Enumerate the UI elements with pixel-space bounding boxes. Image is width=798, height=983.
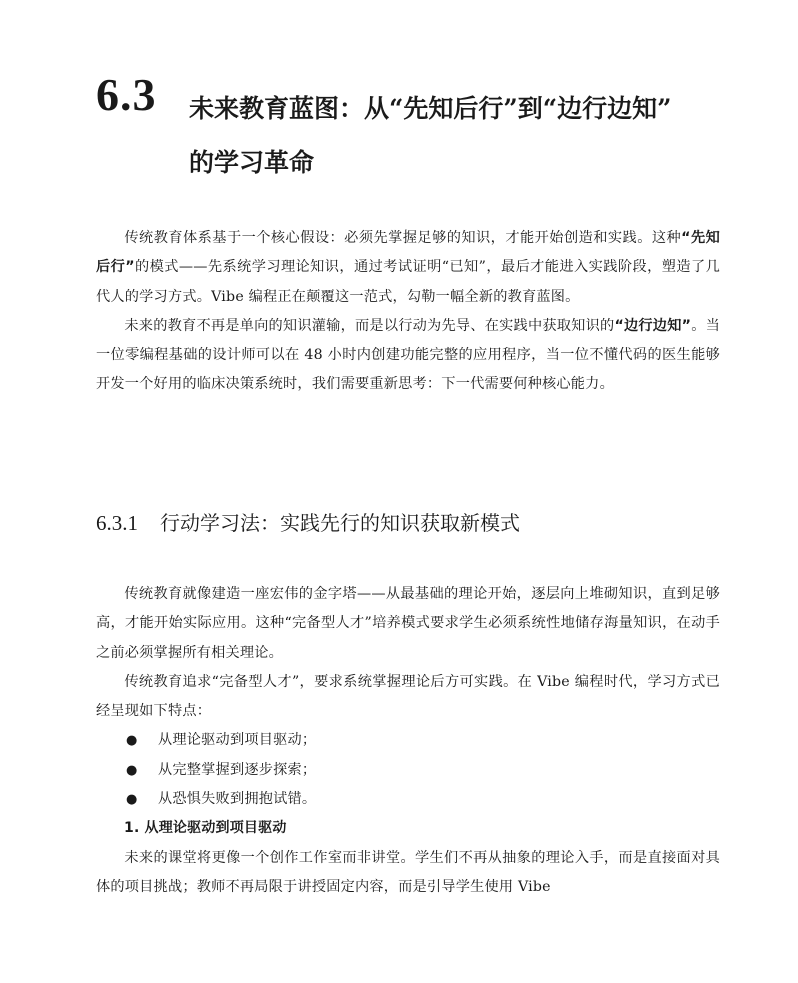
intro-p2-bold: “边行边知”: [614, 317, 692, 334]
content-paragraph-2: 传统教育追求“完备型人才”，要求系统掌握理论后方可实践。在 Vibe 编程时代，学习方式已经呈现如下特点：: [96, 673, 720, 720]
intro-p1-text-b: 的模式——先系统学习理论知识，通过考试证明“已知”，最后才能进入实践阶段，塑造了几代人的学习方式。Vibe 编程正在颠覆这一范式，勾勒一幅全新的教育蓝图。: [96, 259, 720, 305]
subsection-content: [96, 580, 720, 902]
list-item-text: 从恐惧失败到拥抱试错。: [158, 791, 317, 808]
subsection-heading: [96, 506, 520, 540]
bullet-icon: ●: [126, 762, 138, 778]
bullet-icon: ●: [126, 733, 138, 749]
section-title: 未来教育蓝图：从“先知后行”到“边行边知” 的学习革命: [189, 94, 672, 177]
intro-p1-text-a: 传统教育体系基于一个核心假设：必须先掌握足够的知识，才能开始创造和实践。这种: [124, 230, 682, 246]
list-item: [96, 785, 720, 814]
intro-p2-text-a: 未来的教育不再是单向的知识灌输，而是以行动为先导、在实践中获取知识的: [124, 317, 615, 334]
intro-paragraph-2: [96, 312, 720, 400]
list-item: [96, 726, 720, 755]
intro-p1-bold: “先知后行”: [96, 230, 720, 276]
feature-list: [96, 726, 720, 814]
intro-text: [96, 224, 720, 400]
list-item: [96, 756, 720, 785]
content-paragraph-1: 传统教育就像建造一座宏伟的金字塔——从最基础的理论开始，逐层向上堆砌知识，直到足够高，才能开始实际应用。这种“完备型人才”培养模式要求学生必须系统性地储存海量知识，在动手之前必须掌握所有相关理论。: [96, 586, 720, 661]
section-number: 6.3: [96, 69, 157, 120]
list-item-text: 从完整掌握到逐步探索；: [158, 761, 317, 778]
bullet-icon: ●: [126, 792, 138, 808]
numbered-heading: 1. 从理论驱动到项目驱动: [124, 820, 287, 837]
content-paragraph-3: 未来的课堂将更像一个创作工作室而非讲堂。学生们不再从抽象的理论入手，而是直接面对具体的项目挑战；教师不再局限于讲授固定内容，而是引导学生使用 Vibe: [96, 849, 720, 895]
list-item-text: 从理论驱动到项目驱动；: [158, 732, 317, 749]
subsection-title: 行动学习法：实践先行的知识获取新模式: [160, 511, 520, 535]
subsection-number: 6.3.1: [96, 511, 138, 535]
intro-p2-text-b: 。当一位零编程基础的设计师可以在 48 小时内创建功能完整的应用程序，当一位不懂代码的医生能够开发一个好用的临床决策系统时，我们需要重新思考：下一代需要何种核心能力。: [96, 317, 720, 393]
intro-paragraph-1: [96, 224, 720, 312]
